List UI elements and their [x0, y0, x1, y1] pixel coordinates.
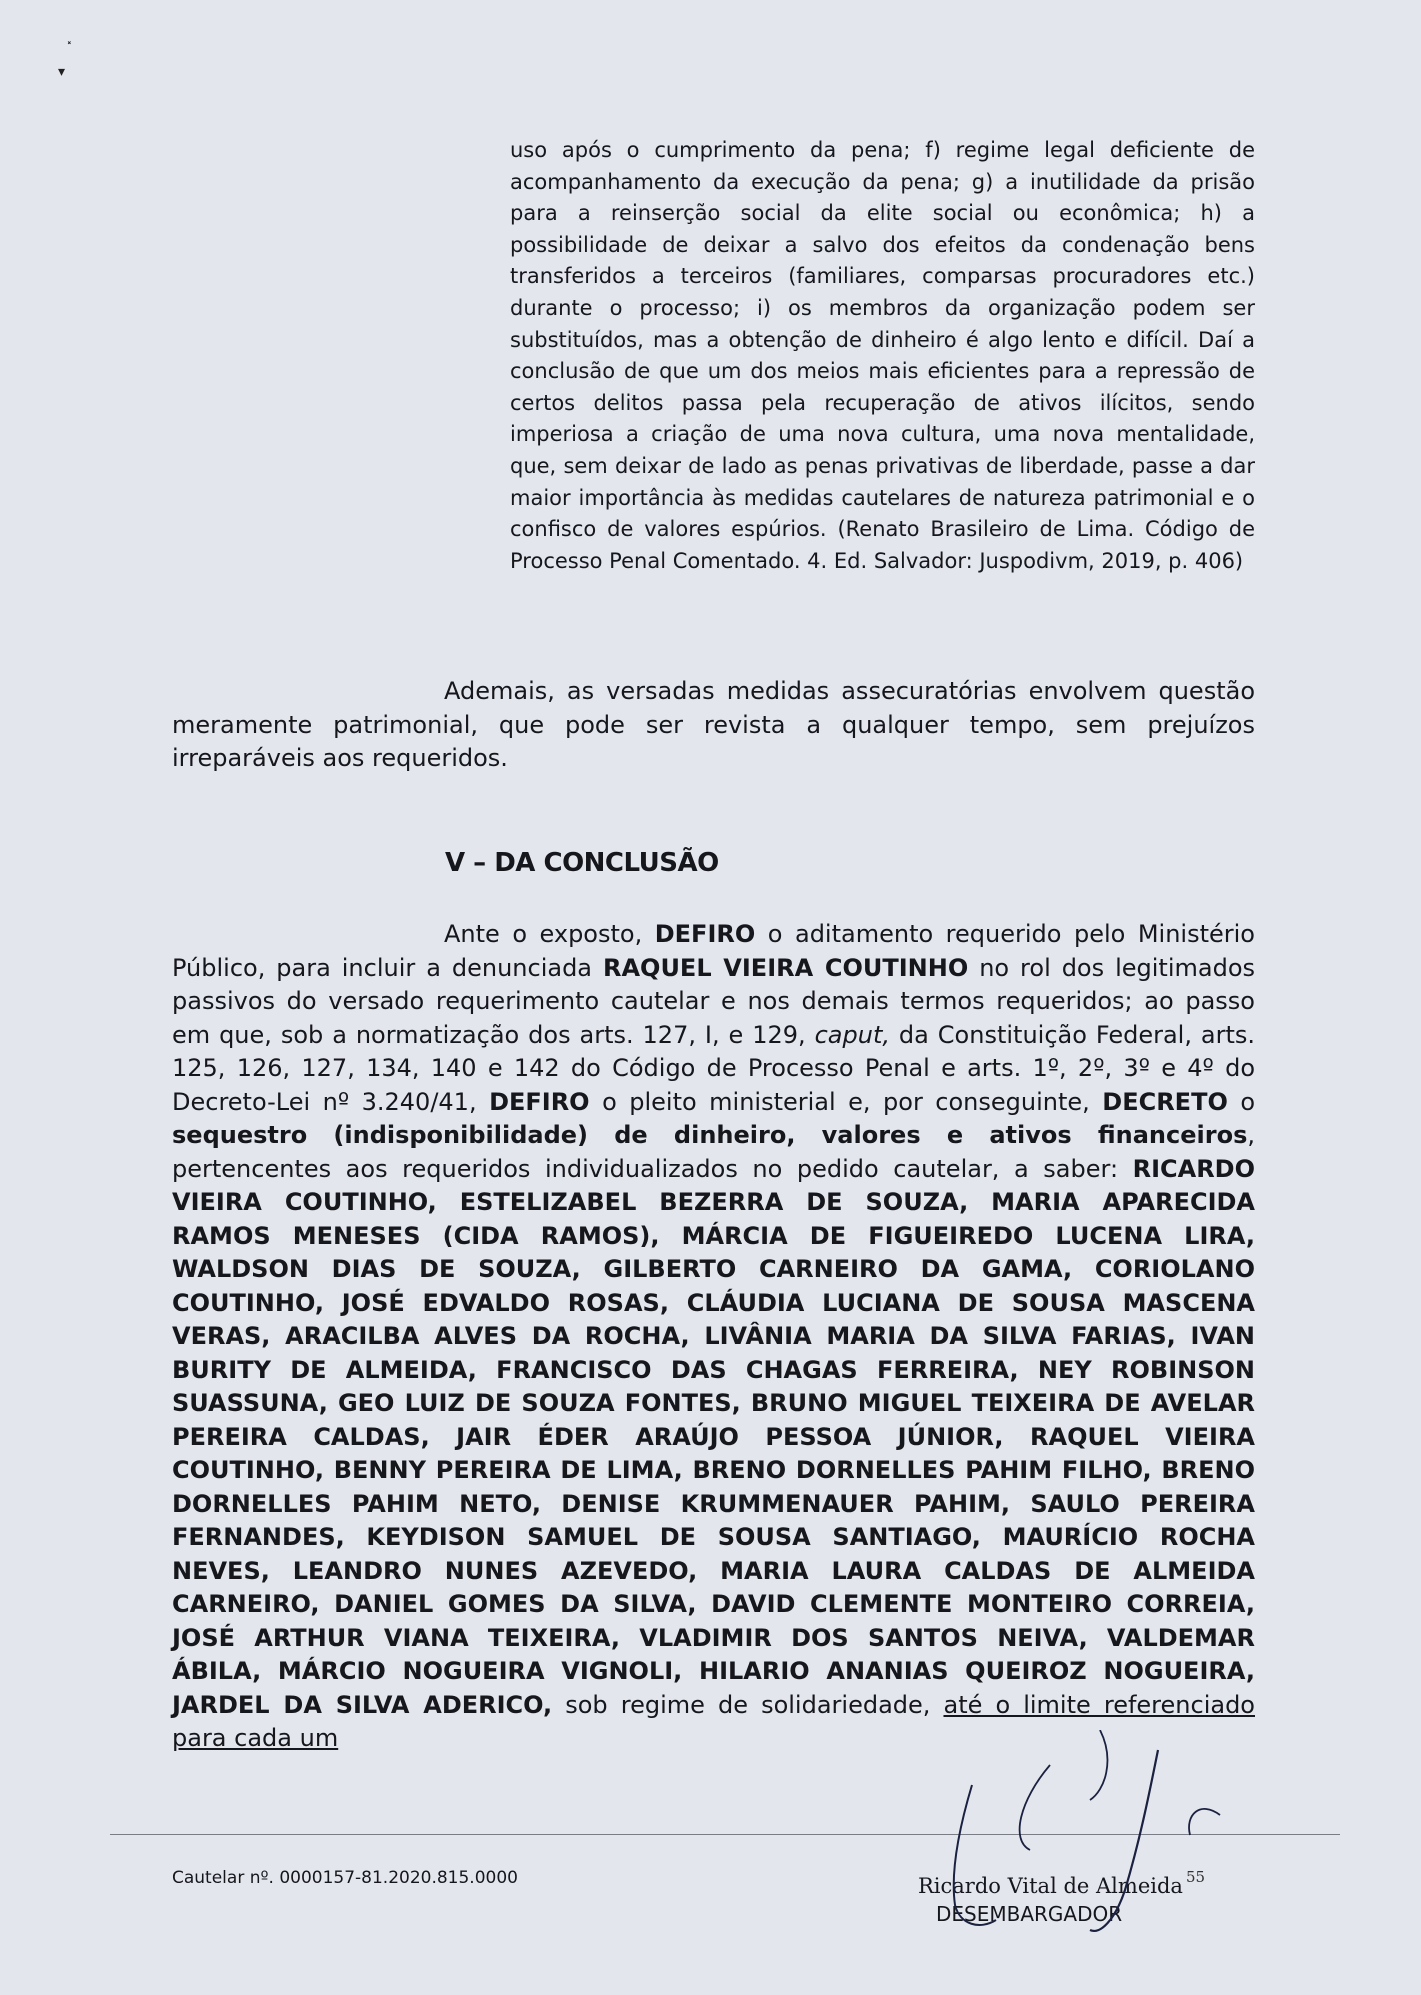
handwritten-signature — [900, 1730, 1230, 1940]
text-run: sob regime de solidariedade, — [552, 1690, 944, 1719]
bold-run: DEFIRO — [489, 1087, 590, 1116]
citation-quote: uso após o cumprimento da pena; f) regime legal deficiente de acompanhamento da execução da pena; g) a inutilidade da prisão para a reinserção social da elite social ou econômica; h) a possibilidade de deixar a salvo dos efeitos da condenação bens transferidos a terceiros (familiares, comparsas procuradores etc.) durante o processo; i) os membros da organização podem ser substituídos, mas a obtenção de dinheiro é algo lento e difícil. Daí a conclusão de que um dos meios mais eficientes para a repressão de certos delitos passa pela recuperação de ativos ilícitos, sendo imperiosa a criação de uma nova cultura, uma nova mentalidade, que, sem deixar de lado as penas privativas de liberdade, passe a dar maior importância às medidas cautelares de natureza patrimonial e o confisco de valores espúrios. (Renato Brasileiro de Lima. Código de Processo Penal Comentado. 4. Ed. Salvador: Juspodivm, 2019, p. 406) — [510, 138, 1255, 573]
text-run: da Constituição Federal, arts. 125, 126, 127, 134, 140 e 142 do Código de Processo Penal e arts. 1º, 2º, 3º e 4º do Decreto-Lei nº 3.240/41, — [172, 1020, 1256, 1116]
bold-run: DEFIRO — [654, 920, 756, 948]
bold-run: sequestro (indisponibilidade) de dinheiro, valores e ativos financeiros — [172, 1121, 1248, 1149]
text-run: no rol dos legitimados passivos do versado requerimento cautelar e nos demais termos requeridos; ao passo em que, sob a normatização dos arts. 127, I, e 129, — [172, 953, 1256, 1049]
paragraph-conclusion — [172, 918, 1255, 1756]
scan-mark: ⸼ — [68, 24, 73, 45]
page-number: 55 — [1186, 1868, 1206, 1886]
italic-run: caput, — [814, 1020, 890, 1049]
text-run: o pleito ministerial e, por conseguinte, — [589, 1087, 1103, 1116]
text-run: , pertencentes aos requeridos individualizados no pedido cautelar, a saber: — [172, 1121, 1255, 1183]
text-run: o — [1227, 1087, 1256, 1116]
text-run: o aditamento requerido pelo Ministério Público, para incluir a denunciada — [172, 920, 1255, 982]
bold-run: RAQUEL VIEIRA COUTINHO — [602, 953, 969, 982]
scan-mark: ▾ — [58, 64, 66, 80]
underlined-run: até o limite referenciado para cada um — [172, 1690, 1255, 1752]
signer-title: DESEMBARGADOR — [936, 1902, 1123, 1926]
text-run: Ante o exposto, — [444, 920, 655, 948]
bold-run: DECRETO — [1102, 1087, 1228, 1116]
case-reference: Cautelar nº. 0000157-81.2020.815.0000 — [172, 1868, 518, 1888]
section-heading: V – DA CONCLUSÃO — [445, 848, 719, 878]
signer-name: Ricardo Vital de Almeida — [918, 1874, 1183, 1898]
defendants-list: RICARDO VIEIRA COUTINHO, ESTELIZABEL BEZERRA DE SOUZA, MARIA APARECIDA RAMOS MENESES (CIDA RAMOS), MÁRCIA DE FIGUEIREDO LUCENA LIRA, WALDSON DIAS DE SOUZA, GILBERTO CARNEIRO DA GAMA, CORIOLANO COUTINHO, JOSÉ EDVALDO ROSAS, CLÁUDIA LUCIANA DE SOUSA MASCENA VERAS, ARACILBA ALVES DA ROCHA, LIVÂNIA MARIA DA SILVA FARIAS, IVAN BURITY DE ALMEIDA, FRANCISCO DAS CHAGAS FERREIRA, NEY ROBINSON SUASSUNA, GEO LUIZ DE SOUZA FONTES, BRUNO MIGUEL TEIXEIRA DE AVELAR PEREIRA CALDAS, JAIR ÉDER ARAÚJO PESSOA JÚNIOR, RAQUEL VIEIRA COUTINHO, BENNY PEREIRA DE LIMA, BRENO DORNELLES PAHIM FILHO, BRENO DORNELLES PAHIM NETO, DENISE KRUMMENAUER PAHIM, SAULO PEREIRA FERNANDES, KEYDISON SAMUEL DE SOUSA SANTIAGO, MAURÍCIO ROCHA NEVES, LEANDRO NUNES AZEVEDO, MARIA LAURA CALDAS DE ALMEIDA CARNEIRO, DANIEL GOMES DA SILVA, DAVID CLEMENTE MONTEIRO CORREIA, JOSÉ ARTHUR VIANA TEIXEIRA, VLADIMIR DOS SANTOS NEIVA, VALDEMAR ÁBILA, MÁRCIO NOGUEIRA VIGNOLI, HILARIO ANANIAS QUEIROZ NOGUEIRA, JARDEL DA SILVA ADERICO, — [172, 1154, 1255, 1719]
paragraph-ademais: Ademais, as versadas medidas assecuratórias envolvem questão meramente patrimonial, que pode ser revista a qualquer tempo, sem prejuízos irreparáveis aos requeridos. — [172, 677, 1255, 772]
